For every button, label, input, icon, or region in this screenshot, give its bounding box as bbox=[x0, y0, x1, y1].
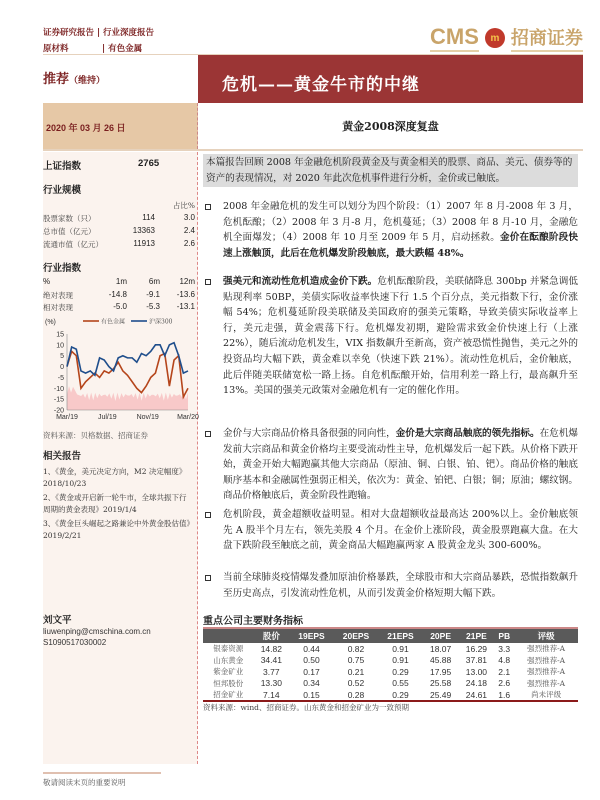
logo-cms-text: CMS bbox=[430, 24, 479, 52]
checkbox-bullet-icon bbox=[205, 575, 211, 581]
table-cell: 14.82 bbox=[260, 643, 282, 654]
table-cell: 34.41 bbox=[260, 655, 282, 666]
scale-title: 行业规模 bbox=[43, 185, 82, 196]
table-cell: 2.6 bbox=[498, 678, 511, 689]
y-tick-label: -5 bbox=[57, 374, 64, 382]
legend-label: 沪深300 bbox=[149, 318, 173, 326]
bullet-item bbox=[203, 199, 578, 261]
logo-cn-text: 招商证券 bbox=[511, 24, 583, 52]
rating bbox=[43, 68, 105, 87]
checkbox-bullet-icon bbox=[205, 204, 211, 210]
sector: 原材料 bbox=[43, 44, 69, 54]
table-cell: 3.3 bbox=[498, 643, 511, 654]
report-type: 证券研究报告 | 行业深度报告 bbox=[43, 28, 155, 38]
bullet-item bbox=[203, 274, 578, 399]
table-cell: 37.81 bbox=[465, 655, 488, 666]
bullet-item bbox=[203, 570, 578, 601]
industry-index-chart bbox=[43, 312, 199, 422]
checkbox-bullet-icon bbox=[205, 431, 211, 437]
table-header: 20PE bbox=[423, 628, 459, 643]
bullet-text: 金价与大宗商品价格具备很强的同向性， bbox=[223, 428, 396, 439]
y-tick-label: 10 bbox=[56, 342, 64, 350]
bullet-text: 在危机爆发前大宗商品和黄金价格均主要受流动性主导，危机爆发后一起下跌。从价格下跌开始，黄金开始大幅跑赢其他大宗商品（原油、铜、白银、铂、钯）。商品价格的触底顺序基本和金融属性强弱正相关，依次为：黄金、铂钯、白银；铜；原油；螺纹钢。商品价格触底后，黄金阶段性跑输。 bbox=[223, 428, 579, 502]
index-value: 2765 bbox=[138, 158, 160, 169]
y-tick-label: -10 bbox=[53, 385, 64, 393]
table-cell: 银泰资源 bbox=[213, 644, 244, 654]
row-value: -9.1 bbox=[146, 290, 160, 299]
sidebar bbox=[43, 152, 198, 764]
table-cell: 0.91 bbox=[392, 643, 409, 654]
table-cell: 4.8 bbox=[498, 655, 511, 666]
y-tick-label: 5 bbox=[60, 353, 64, 361]
bullet-item bbox=[203, 507, 578, 554]
table-cell: 0.91 bbox=[392, 655, 409, 666]
related-report[interactable]: 1、《黄金，美元决定方向，M2 决定幅度》2018/10/23 bbox=[43, 467, 187, 488]
bullet-text: 2008 年金融危机的发生可以划分为四个阶段：（1）2007 年 8 月-2008 年 3 月，危机酝酿；（2）2008 年 3 月-8 月，危机蔓延；（3）2008 年 8 月-10 月，金融危机全面爆发；（4）2008 年 10 月至 2009 年 5 月，启动拯救。 bbox=[223, 201, 578, 244]
row-value: -13.1 bbox=[176, 302, 195, 311]
row-pct: 2.6 bbox=[183, 239, 195, 248]
table-cell: 0.21 bbox=[347, 666, 365, 677]
chart-source: 资料来源：贝格数据、招商证券 bbox=[43, 431, 148, 440]
table-title: 重点公司主要财务指标 bbox=[203, 616, 303, 627]
row-label: 总市值（亿元） bbox=[43, 227, 96, 236]
table-cell: 0.29 bbox=[378, 689, 423, 701]
footer-note: 敬请阅读末页的重要说明 bbox=[43, 772, 161, 788]
table-cell: 0.82 bbox=[347, 643, 365, 654]
table-cell: 3.77 bbox=[263, 666, 280, 677]
cms-logo bbox=[430, 24, 583, 52]
series-line-1 bbox=[67, 343, 188, 376]
bullet-text: 危机酝酿阶段，美联储降息 300bp 并紧急调低贴现利率 50BP，美债实际收益率快速下行 1.5 个百分点，美元指数下行，金价涨幅 54%；危机蔓延阶段美联储及美国政府的强美元策略，导致美债实际收益率上行，美元走强，黄金震荡下行。危机爆发初期，避险需求致金价快速上行（上涨 22%），随后流动危机发生，VIX 指数飙升至新高，资产被恐慌性抛售，美元之外的投资品均大幅下跌，黄金难以幸免（快速下跌 21%）。流动性危机后，金价触底，此后伴随美联储宽松一路上扬。自危机酝酿开始，信用利差一路上行，最高飙升至 13%。美国的强美元政策对金融危机有一定的催化作用。 bbox=[223, 276, 579, 397]
table-header: 20EPS bbox=[334, 628, 379, 643]
table-row bbox=[203, 655, 578, 667]
table-row bbox=[203, 643, 578, 655]
table-cell: 0.34 bbox=[303, 678, 320, 689]
bullet-item bbox=[203, 426, 578, 504]
related-title: 相关报告 bbox=[43, 451, 82, 462]
table-header: PB bbox=[494, 628, 514, 643]
table-cell: 强烈推荐-A bbox=[527, 667, 566, 677]
checkbox-bullet-icon bbox=[205, 512, 211, 518]
table-cell: 2.1 bbox=[498, 666, 511, 677]
scale-row bbox=[43, 213, 195, 224]
table-cell: 16.29 bbox=[465, 643, 488, 654]
y-tick-label: 15 bbox=[56, 331, 64, 339]
bullet-bold: 金价是大宗商品触底的领先指标。 bbox=[395, 428, 540, 439]
table-cell: 7.14 bbox=[253, 689, 289, 701]
table-cell: 强烈推荐-A bbox=[527, 644, 566, 654]
volume-area bbox=[67, 386, 188, 410]
x-tick-label: Jul/19 bbox=[97, 414, 117, 421]
table-cell: 0.50 bbox=[303, 655, 320, 666]
financial-table bbox=[203, 627, 578, 702]
table-cell: 13.00 bbox=[465, 666, 488, 677]
perf-title: 行业指数 bbox=[43, 263, 82, 274]
table-cell: 0.55 bbox=[392, 678, 409, 689]
row-value: 13363 bbox=[132, 226, 155, 235]
x-tick-label: Mar/20 bbox=[177, 414, 199, 421]
table-cell: 招金矿业 bbox=[203, 689, 253, 701]
analyst-license: S1090517030002 bbox=[43, 638, 107, 647]
table-cell: 强烈推荐-A bbox=[527, 678, 566, 688]
subtitle: 黄金2008深度复盘 bbox=[342, 120, 439, 133]
row-label: 流通市值（亿元） bbox=[43, 240, 103, 249]
rating-value: 推荐 bbox=[43, 72, 70, 87]
row-value: -5.3 bbox=[146, 302, 160, 311]
sub-sector: | 有色金属 bbox=[102, 44, 143, 54]
table-cell: 0.29 bbox=[392, 666, 409, 677]
analyst-email[interactable]: liuwenping@cmschina.com.cn bbox=[43, 627, 151, 636]
row-value: -14.8 bbox=[108, 290, 127, 299]
row-value: 114 bbox=[142, 213, 155, 222]
scale-row bbox=[43, 239, 195, 250]
table-cell: 0.28 bbox=[334, 689, 379, 701]
bullet-text: 危机阶段，黄金超额收益明显。相对大盘超额收益最高达 200%以上。金价触底领先 A 股半个月左右，领先美股 4 个月。在金价上涨阶段，黄金股票跑赢大盘。在大盘下跌阶段至触底之前，黄金商品大幅跑赢两家 A 股黄金龙头 300-600%。 bbox=[223, 509, 578, 552]
rating-note: （维持） bbox=[69, 76, 106, 86]
row-value: 11913 bbox=[133, 239, 155, 248]
table-cell: 紫金矿业 bbox=[213, 667, 244, 677]
perf-col: % bbox=[43, 277, 51, 286]
table-cell: 恒邦股份 bbox=[213, 678, 244, 688]
related-report[interactable]: 3、《黄金巨头崛起之路兼论中外黄金股估值》2019/2/21 bbox=[43, 519, 191, 540]
perf-col: 1m bbox=[115, 277, 127, 286]
table-cell: 1.6 bbox=[494, 689, 514, 701]
x-tick-label: Mar/19 bbox=[56, 414, 78, 421]
table-cell: 24.18 bbox=[465, 678, 488, 689]
row-value: -5.0 bbox=[113, 302, 127, 311]
table-header: 21PE bbox=[459, 628, 495, 643]
y-axis-label: (%) bbox=[45, 319, 56, 326]
bullet-bold: 强美元和流动性危机造成金价下跌。 bbox=[223, 276, 378, 287]
table-header bbox=[203, 628, 253, 643]
table-cell: 0.52 bbox=[347, 678, 365, 689]
related-report[interactable]: 2、《黄金或开启新一轮牛市，全球共振下行周期的黄金表现》2019/1/4 bbox=[43, 493, 187, 514]
analyst-name: 刘文平 bbox=[43, 615, 72, 626]
row-value: -13.6 bbox=[176, 290, 195, 299]
table-header: 19EPS bbox=[289, 628, 334, 643]
table-cell: 0.15 bbox=[289, 689, 334, 701]
row-label: 相对表现 bbox=[43, 303, 73, 312]
scale-row bbox=[43, 226, 195, 237]
row-pct: 3.0 bbox=[183, 213, 195, 222]
y-tick-label: -15 bbox=[53, 396, 64, 404]
bullet-text: 当前全球肺炎疫情爆发叠加原油价格暴跌，全球股市和大宗商品暴跌，恐慌指数飙升至历史高点，引发流动性危机，从而引发黄金价格短期大幅下跌。 bbox=[223, 572, 578, 599]
table-cell: 山东黄金 bbox=[213, 655, 244, 665]
table-row bbox=[203, 666, 578, 678]
table-cell: 尚未评级 bbox=[514, 689, 578, 701]
table-cell: 25.49 bbox=[423, 689, 459, 701]
table-cell: 25.58 bbox=[429, 678, 452, 689]
row-label: 绝对表现 bbox=[43, 291, 73, 300]
table-cell: 13.30 bbox=[260, 678, 282, 689]
table-cell: 0.44 bbox=[303, 643, 320, 654]
table-cell: 强烈推荐-A bbox=[527, 655, 566, 665]
perf-header bbox=[43, 277, 195, 286]
table-cell: 17.95 bbox=[429, 666, 452, 677]
table-source: 资料来源：wind、招商证券。山东黄金和招金矿业为一致预期 bbox=[203, 703, 409, 712]
table-cell: 0.17 bbox=[303, 666, 320, 677]
legend-label: 有色金属 bbox=[101, 318, 126, 326]
row-pct: 2.4 bbox=[183, 226, 195, 235]
divider bbox=[43, 149, 583, 151]
table-header: 股价 bbox=[253, 628, 289, 643]
table-row bbox=[203, 678, 578, 690]
index-label: 上证指数 bbox=[43, 161, 82, 172]
table-cell: 18.07 bbox=[429, 643, 452, 654]
logo-mark-icon: m bbox=[485, 28, 505, 48]
table-cell: 0.75 bbox=[347, 655, 365, 666]
x-tick-label: Nov/19 bbox=[136, 414, 159, 421]
y-tick-label: 0 bbox=[60, 364, 64, 372]
page-title: 危机——黄金牛市的中继 bbox=[198, 55, 583, 103]
scale-col-header: 占比% bbox=[172, 201, 195, 210]
perf-row bbox=[43, 290, 195, 301]
bullet-bold: 金价在酝酿阶段快速上涨触顶，此后在危机爆发阶段触底，最大跌幅 48%。 bbox=[223, 232, 579, 259]
report-date: 2020 年 03 月 26 日 bbox=[43, 103, 198, 149]
perf-col: 12m bbox=[179, 277, 195, 286]
table-cell: 24.61 bbox=[459, 689, 495, 701]
summary-box: 本篇报告回顾 2008 年金融危机阶段黄金及与黄金相关的股票、商品、美元、债券等的资产的表现情况，对 2020 年此次危机事件进行分析，金价或已触底。 bbox=[203, 154, 578, 187]
table-header: 评级 bbox=[514, 628, 578, 643]
table-row bbox=[203, 689, 578, 701]
row-label: 股票家数（只） bbox=[43, 214, 96, 223]
checkbox-bullet-icon bbox=[205, 279, 211, 285]
table-header: 21EPS bbox=[378, 628, 423, 643]
y-tick-label: -20 bbox=[53, 407, 64, 415]
table-cell: 45.88 bbox=[429, 655, 452, 666]
perf-col: 6m bbox=[148, 277, 160, 286]
